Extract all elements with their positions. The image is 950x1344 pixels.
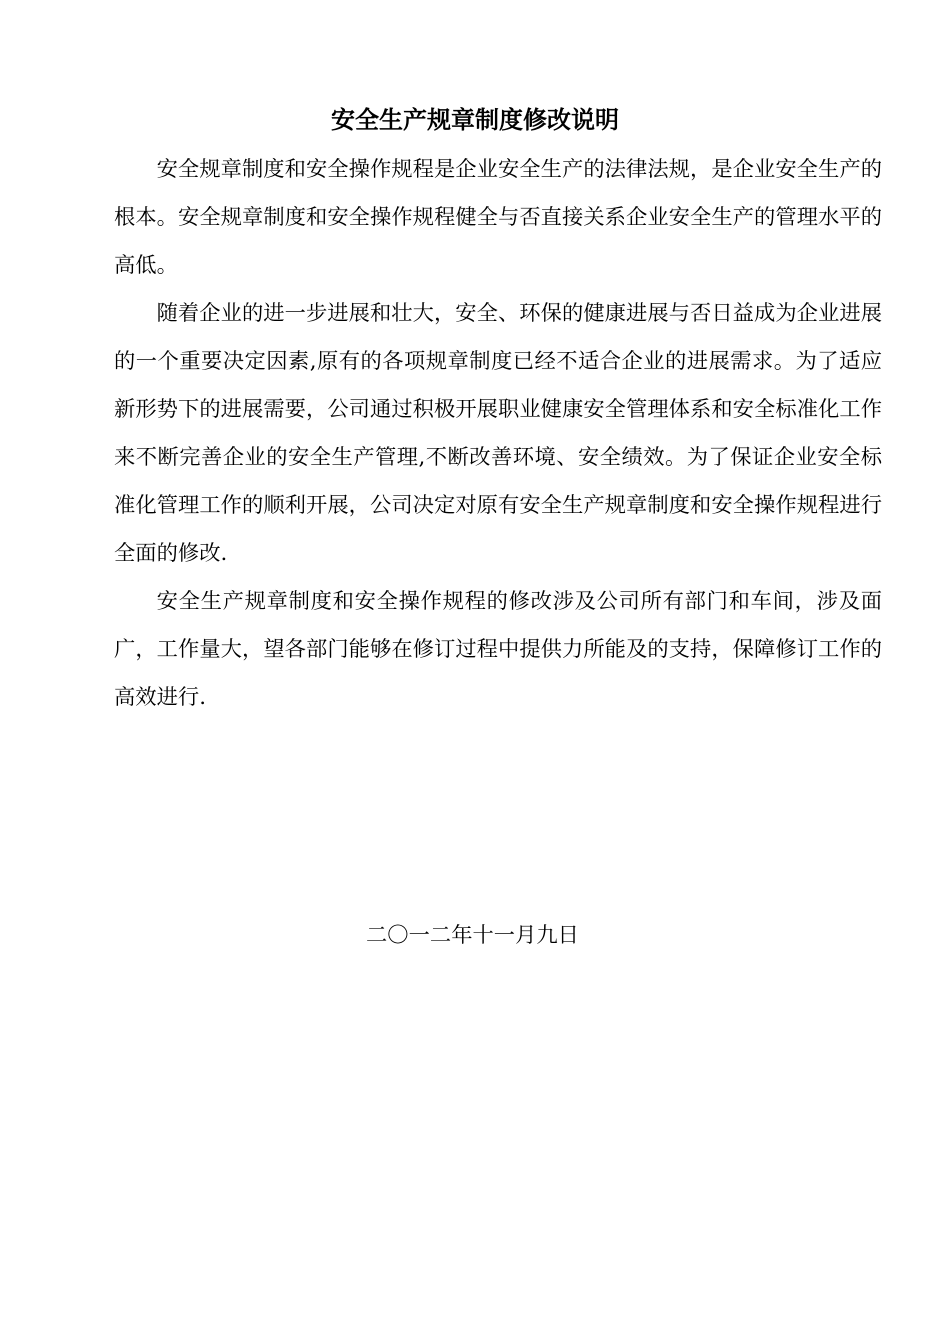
- paragraph-2: 随着企业的进一步进展和壮大，安全、环保的健康进展与否日益成为企业进展的一个重要决定因素,原有的各项规章制度已经不适合企业的进展需求。为了适应新形势下的进展需要，公司通过积极开展职业健康安全管理体系和安全标准化工作来不断完善企业的安全生产管理,不断改善环境、安全绩效。为了保证企业安全标准化管理工作的顺利开展，公司决定对原有安全生产规章制度和安全操作规程进行全面的修改.: [114, 301, 882, 566]
- document-date: 二〇一二年十一月九日: [366, 923, 579, 948]
- document-title: 安全生产规章制度修改说明: [331, 105, 619, 134]
- document-body: [114, 146, 882, 722]
- paragraph-1: 安全规章制度和安全操作规程是企业安全生产的法律法规，是企业安全生产的根本。安全规章制度和安全操作规程健全与否直接关系企业安全生产的管理水平的高低。: [114, 157, 882, 278]
- paragraph-3: 安全生产规章制度和安全操作规程的修改涉及公司所有部门和车间，涉及面广，工作量大，望各部门能够在修订过程中提供力所能及的支持，保障修订工作的高效进行.: [114, 589, 882, 710]
